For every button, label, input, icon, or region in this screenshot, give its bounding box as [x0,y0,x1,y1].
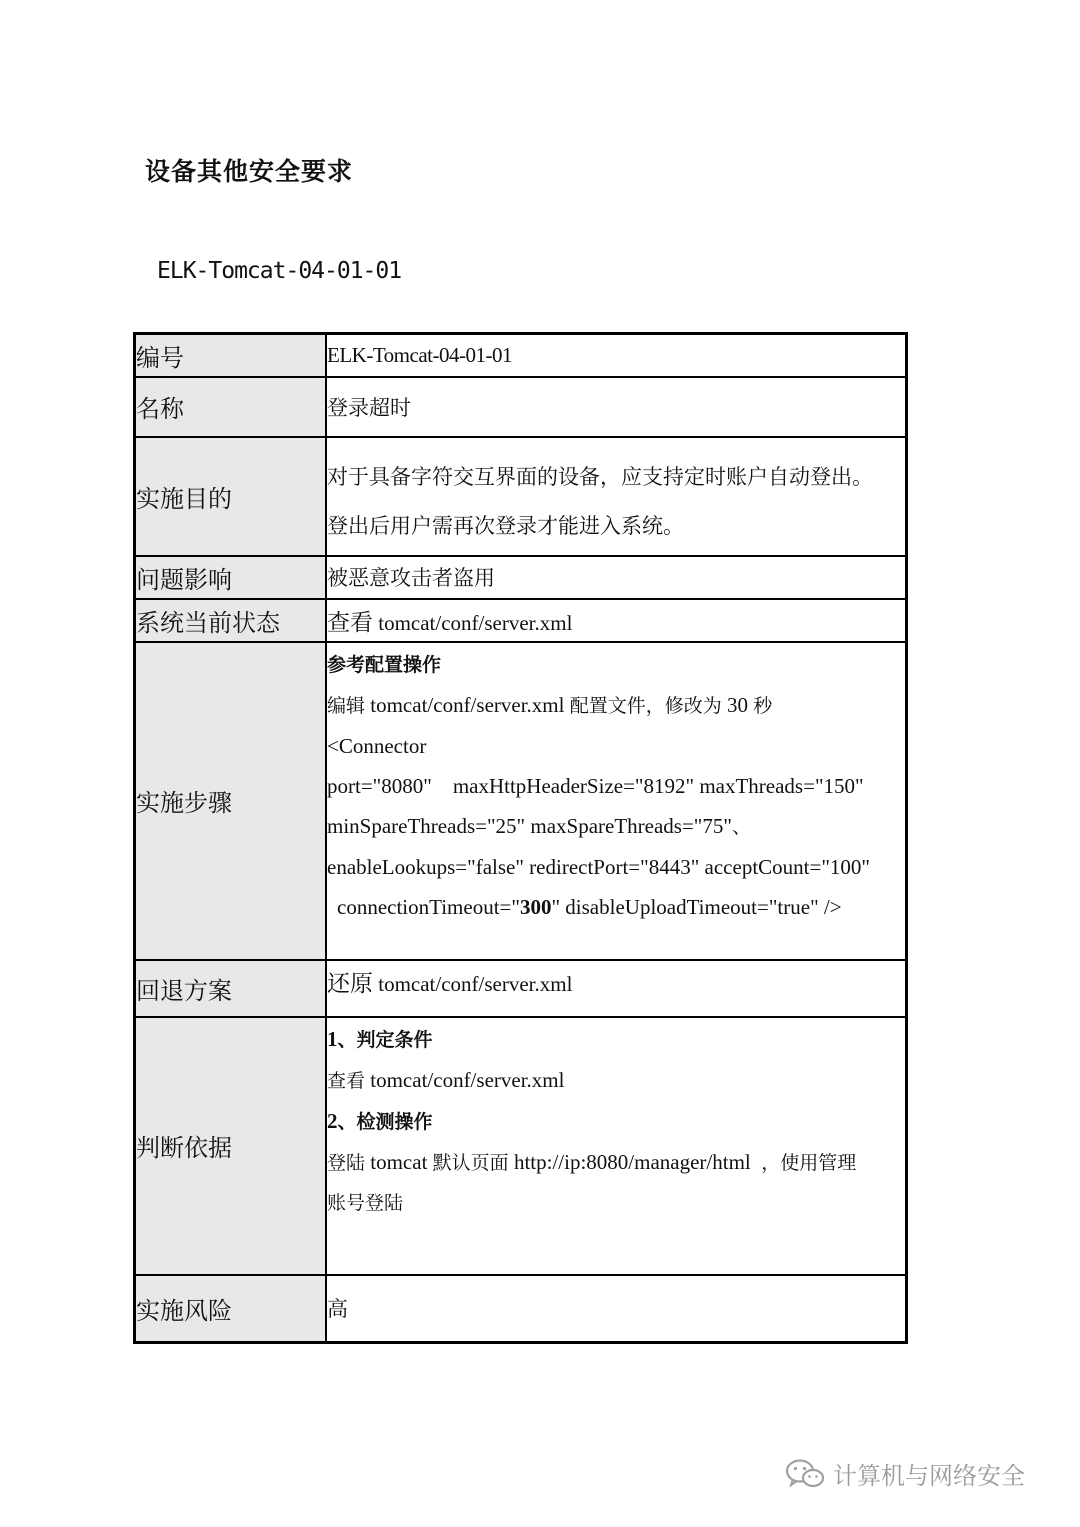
row-judgement [135,1017,907,1275]
row-id [135,334,907,377]
judgement-line-2e: ，使用管理 [761,1151,857,1174]
judgement-line-2b: tomcat [365,1149,433,1174]
judgement-line-1-path: tomcat/conf/server.xml [365,1067,565,1092]
judgement-h2-num: 2 [327,1108,338,1133]
code-line-5 [327,887,905,927]
rollback-path: tomcat/conf/server.xml [373,971,573,996]
label-steps: 实施步骤 [135,642,327,960]
purpose-line-2: 登出后用户需再次登录才能进入系统。 [327,514,684,538]
steps-heading: 参考配置操作 [327,653,442,676]
steps-edit-c: 配置文件，修改为 [569,694,722,717]
code-line-5a: connectionTimeout=" [337,894,520,919]
value-id: ELK-Tomcat-04-01-01 [326,334,907,377]
steps-edit-a: 编辑 [327,694,366,717]
judgement-heading-2 [327,1101,905,1142]
judgement-line-2c: 默认页面 [432,1151,509,1174]
wechat-icon [785,1458,825,1490]
label-name: 名称 [135,377,327,437]
value-status [326,599,907,642]
judgement-heading-1 [327,1019,905,1060]
value-name: 登录超时 [326,377,907,437]
value-steps [326,642,907,960]
value-judgement [326,1017,907,1275]
steps-edit-d: 30 [721,692,754,717]
judgement-h2-text: 、检测操作 [337,1110,433,1133]
code-line-3a: minSpareThreads="25" maxSpareThreads="75" [327,813,732,838]
value-impact: 被恶意攻击者盗用 [326,556,907,599]
status-prefix: 查看 [327,609,373,636]
timeout-value: 300 [519,894,552,919]
code-line-3b: 、 [731,815,751,838]
label-impact: 问题影响 [135,556,327,599]
row-risk [135,1275,907,1343]
row-name [135,377,907,437]
judgement-line-2 [327,1142,905,1183]
judgement-line-1-prefix: 查看 [327,1069,366,1092]
code-line-4: enableLookups="false" redirectPort="8443" acceptCount="100" [327,854,870,879]
steps-edit-b: tomcat/conf/server.xml [365,692,570,717]
label-judgement: 判断依据 [135,1017,327,1275]
row-purpose [135,437,907,556]
label-status: 系统当前状态 [135,599,327,642]
section-title: 设备其他安全要求 [145,157,354,186]
judgement-h1-num: 1 [327,1026,338,1051]
row-status [135,599,907,642]
watermark [785,1456,1025,1491]
row-rollback [135,960,907,1017]
status-path: tomcat/conf/server.xml [373,610,573,635]
judgement-line-1 [327,1060,905,1101]
row-impact [135,556,907,599]
label-risk: 实施风险 [135,1275,327,1343]
label-rollback: 回退方案 [135,960,327,1017]
code-line-2: port="8080" maxHttpHeaderSize="8192" maxThreads="150" [327,773,864,798]
steps-edit-e: 秒 [753,694,773,717]
judgement-line-3: 账号登陆 [327,1191,404,1214]
code-line-1: <Connector [327,733,427,758]
rollback-prefix: 还原 [327,970,373,997]
purpose-line-1: 对于具备字符交互界面的设备，应支持定时账户自动登出。 [327,465,873,489]
row-steps [135,642,907,960]
item-id-heading: ELK-Tomcat-04-01-01 [157,258,402,284]
judgement-line-2d: http://ip:8080/manager/html [508,1149,762,1174]
value-rollback [326,960,907,1017]
label-purpose: 实施目的 [135,437,327,556]
judgement-line-2a: 登陆 [327,1151,366,1174]
watermark-text: 计算机与网络安全 [833,1462,1025,1490]
steps-edit-line [327,685,905,726]
value-risk: 高 [326,1275,907,1343]
judgement-h1-text: 、判定条件 [337,1028,433,1051]
value-purpose [326,437,907,556]
label-id: 编号 [135,334,327,377]
code-line-5c: " disableUploadTimeout="true" /> [551,894,842,919]
code-line-3 [327,806,905,847]
spec-table [133,332,908,1344]
